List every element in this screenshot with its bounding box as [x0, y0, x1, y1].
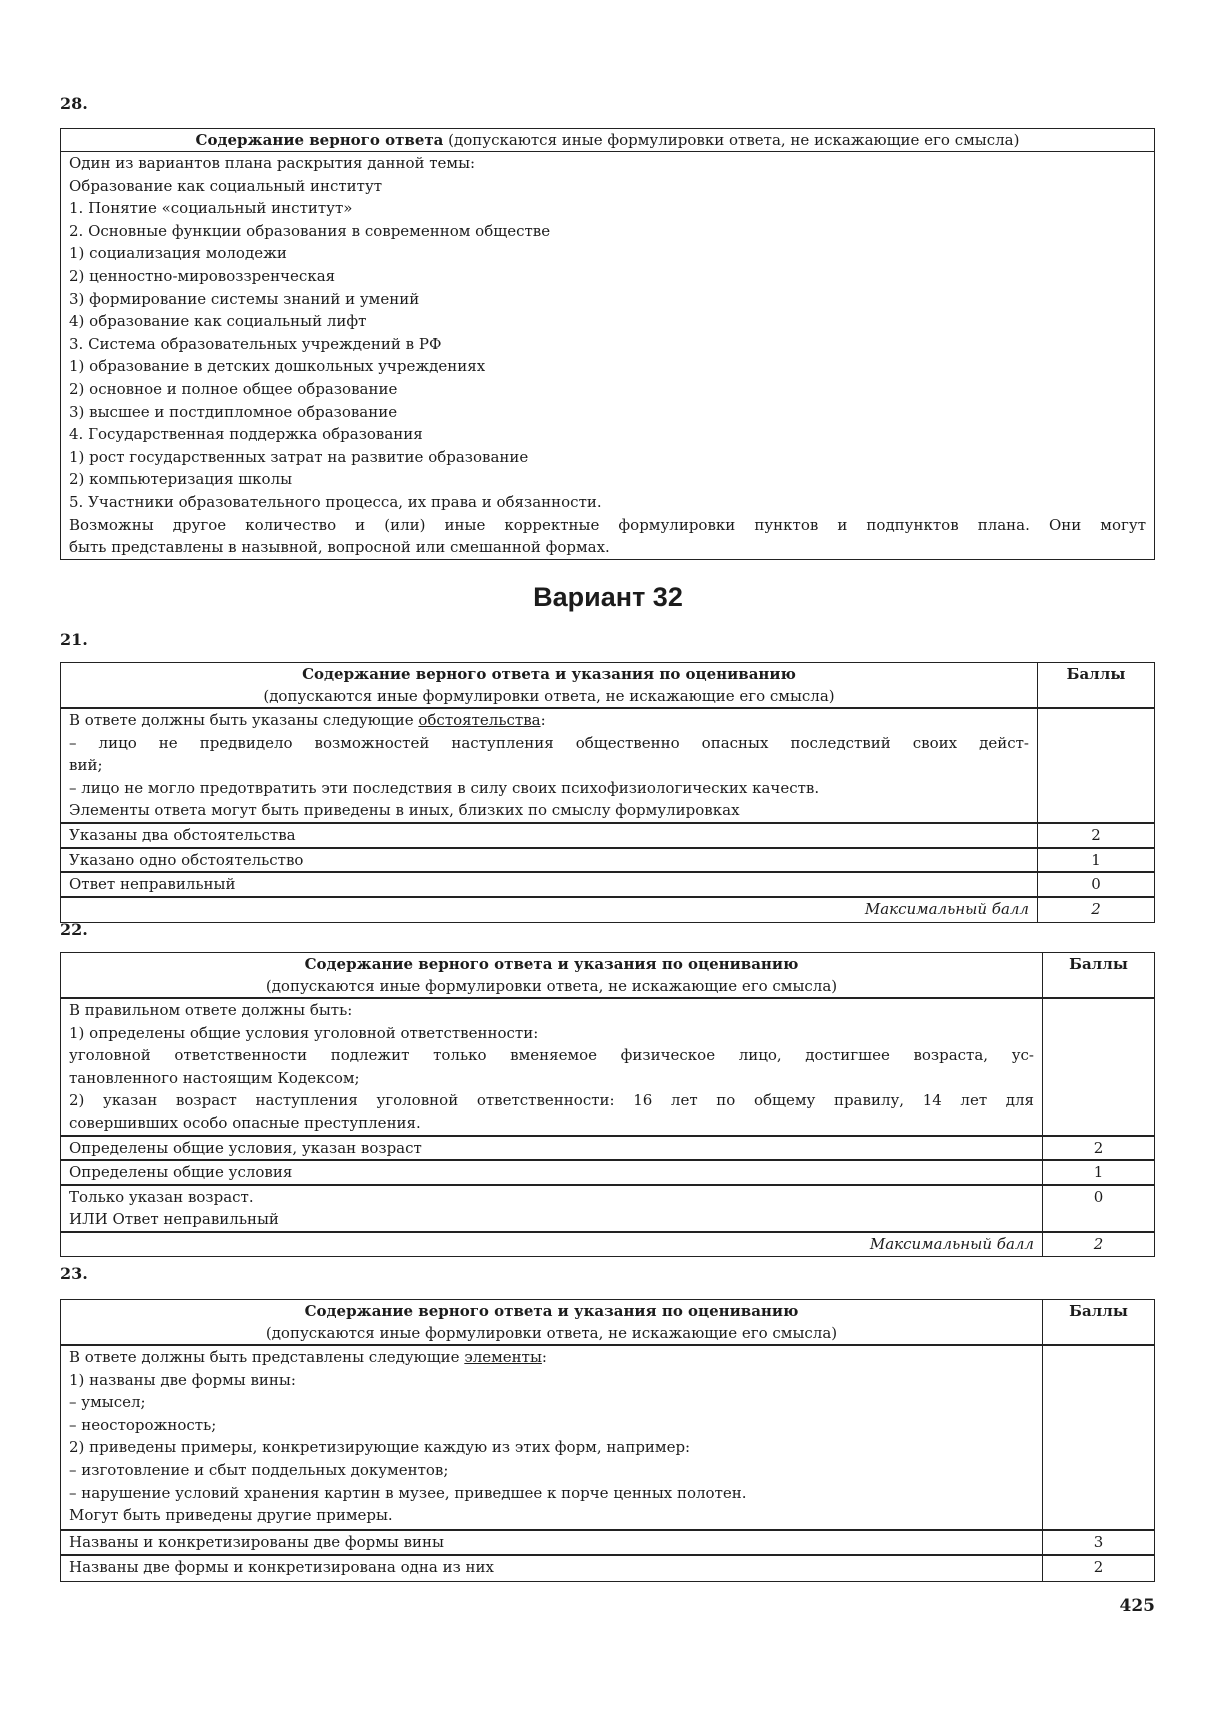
answer-line: 4. Государственная поддержка образования [69, 425, 423, 444]
answer-line: 1) рост государственных затрат на развитие образование [69, 447, 529, 466]
criterion-text [61, 1530, 1043, 1555]
max-score-label: Максимальный балл [61, 1232, 1043, 1256]
intro-text: В правильном ответе должны быть: [69, 1001, 353, 1019]
criterion-line: Указаны два обстоятельства [69, 825, 296, 844]
criterion-text [61, 1160, 1043, 1185]
question-number-23: 23. [60, 1264, 88, 1283]
criterion-line: Указано одно обстоятельство [69, 850, 304, 869]
header-bold: Содержание верного ответа [195, 131, 444, 149]
answer-line: 2) компьютеризация школы [69, 470, 293, 489]
answer-content [61, 708, 1038, 823]
answer-line: тановленного настоящим Кодексом; [69, 1068, 360, 1087]
answer-line: 4) образование как социальный лифт [69, 312, 367, 331]
intro-text: : [541, 1348, 547, 1366]
header-note: (допускаются иные формулировки ответа, не искажающие его смысла) [443, 131, 1020, 149]
answer-line: Образование как социальный институт [69, 176, 383, 195]
criterion-line: ИЛИ Ответ неправильный [69, 1210, 279, 1229]
criterion-score: 1 [1038, 848, 1155, 873]
answer-line: 3) высшее и постдипломное образование [69, 402, 398, 421]
answer-line: 2) основное и полное общее образование [69, 379, 398, 398]
criterion-line: Названы две формы и конкретизирована одна из них [69, 1558, 494, 1576]
answer-content [61, 998, 1043, 1136]
table-header [61, 663, 1038, 709]
criterion-line: Определены общие условия [69, 1163, 293, 1182]
answer-line: – изготовление и сбыт поддельных документов; [69, 1460, 449, 1479]
answer-line: 1) социализация молодежи [69, 244, 287, 263]
points-header: Баллы [1043, 953, 1155, 999]
max-score-value: 2 [1043, 1232, 1155, 1256]
header-note: (допускаются иные формулировки ответа, не искажающие его смысла) [265, 1324, 838, 1342]
question-number-21: 21. [60, 630, 88, 649]
answer-line: быть представлены в назывной, вопросной или смешанной формах. [69, 538, 610, 557]
criterion-score: 0 [1043, 1185, 1155, 1232]
intro-text: : [540, 711, 546, 729]
header-title: Содержание верного ответа и указания по оцениванию [304, 1302, 799, 1320]
answer-line: 1. Понятие «социальный институт» [69, 199, 353, 218]
criterion-score: 0 [1038, 872, 1155, 897]
answer-line: – нарушение условий хранения картин в музее, приведшее к порче ценных полотен. [69, 1483, 747, 1502]
criterion-text [61, 1136, 1043, 1161]
max-score-label: Максимальный балл [61, 897, 1038, 923]
criterion-line: Только указан возраст. [69, 1187, 254, 1206]
answer-line: 1) определены общие условия уголовной ответственности: [69, 1023, 539, 1042]
table-header [61, 129, 1155, 152]
criterion-score: 2 [1038, 823, 1155, 848]
intro-text: В ответе должны быть указаны следующие [69, 711, 419, 729]
answer-line: 2) приведены примеры, конкретизирующие каждую из этих форм, например: [69, 1438, 691, 1457]
criterion-text [61, 823, 1038, 848]
criterion-text [61, 1185, 1043, 1232]
question-number-22: 22. [60, 920, 88, 939]
max-score-value: 2 [1038, 897, 1155, 923]
header-title: Содержание верного ответа и указания по оцениванию [302, 665, 796, 683]
answer-line: Возможны другое количество и (или) иные корректные формулировки пунктов и подпунктов плана. Они могут [69, 515, 1146, 534]
question-number-28: 28. [60, 94, 88, 113]
points-cell-empty [1038, 708, 1155, 823]
criterion-line: Ответ неправильный [69, 875, 236, 894]
answer-line: 3. Система образовательных учреждений в РФ [69, 334, 442, 353]
intro-key-term: обстоятельства [418, 711, 541, 729]
scoring-table-21 [60, 662, 1155, 923]
answer-line: – лицо не могло предотвратить эти последствия в силу своих психофизиологических качеств. [69, 778, 820, 797]
points-cell-empty [1043, 1345, 1155, 1530]
page-number: 425 [1119, 1596, 1155, 1616]
criterion-line: Названы и конкретизированы две формы вины [69, 1533, 444, 1551]
answer-line: Один из вариантов плана раскрытия данной темы: [69, 154, 476, 172]
criterion-text [61, 872, 1038, 897]
answer-table-28 [60, 128, 1155, 560]
intro-line [69, 1346, 1034, 1369]
answer-line: уголовной ответственности подлежит только вменяемое физическое лицо, достигшее возраста, ус- [69, 1046, 1034, 1065]
points-cell-empty [1043, 998, 1155, 1136]
criterion-score: 1 [1043, 1160, 1155, 1185]
table-header [61, 1300, 1043, 1346]
answer-content [61, 1345, 1043, 1530]
table-header [61, 953, 1043, 999]
answer-line: – лицо не предвидело возможностей наступления общественно опасных последствий своих дейст- [69, 733, 1029, 752]
criterion-line: Определены общие условия, указан возраст [69, 1138, 422, 1157]
intro-key-term: элементы [464, 1348, 542, 1366]
answer-line: 1) названы две формы вины: [69, 1370, 296, 1389]
answer-line: 2) указан возраст наступления уголовной ответственности: 16 лет по общему правилу, 14 лет для [69, 1091, 1034, 1110]
answer-line: – умысел; [69, 1393, 146, 1412]
criterion-score: 2 [1043, 1136, 1155, 1161]
answer-content [61, 152, 1155, 560]
answer-line: вий; [69, 756, 103, 775]
answer-line: 2. Основные функции образования в современном обществе [69, 221, 551, 240]
points-header: Баллы [1043, 1300, 1155, 1346]
points-header: Баллы [1038, 663, 1155, 709]
variant-title: Вариант 32 [533, 582, 683, 612]
intro-text: В ответе должны быть представлены следующие [69, 1348, 465, 1366]
answer-line: 1) образование в детских дошкольных учреждениях [69, 357, 486, 376]
scoring-table-23 [60, 1299, 1155, 1582]
criterion-text [61, 1555, 1043, 1581]
criterion-score: 3 [1043, 1530, 1155, 1555]
scoring-table-22 [60, 952, 1155, 1257]
criterion-score: 2 [1043, 1555, 1155, 1581]
intro-line [69, 999, 1034, 1022]
answer-line: 2) ценностно-мировоззренческая [69, 266, 336, 285]
answer-line: Элементы ответа могут быть приведены в иных, близких по смыслу формулировках [69, 801, 740, 820]
intro-line [69, 709, 1029, 732]
answer-line: совершивших особо опасные преступления. [69, 1113, 421, 1132]
criterion-text [61, 848, 1038, 873]
header-note: (допускаются иные формулировки ответа, не искажающие его смысла) [265, 977, 838, 995]
answer-line: 3) формирование системы знаний и умений [69, 289, 420, 308]
answer-line: Могут быть приведены другие примеры. [69, 1506, 393, 1525]
answer-line: 5. Участники образовательного процесса, их права и обязанности. [69, 492, 602, 511]
header-title: Содержание верного ответа и указания по оцениванию [304, 955, 799, 973]
header-note: (допускаются иные формулировки ответа, не искажающие его смысла) [263, 687, 835, 705]
answer-line: – неосторожность; [69, 1415, 217, 1434]
